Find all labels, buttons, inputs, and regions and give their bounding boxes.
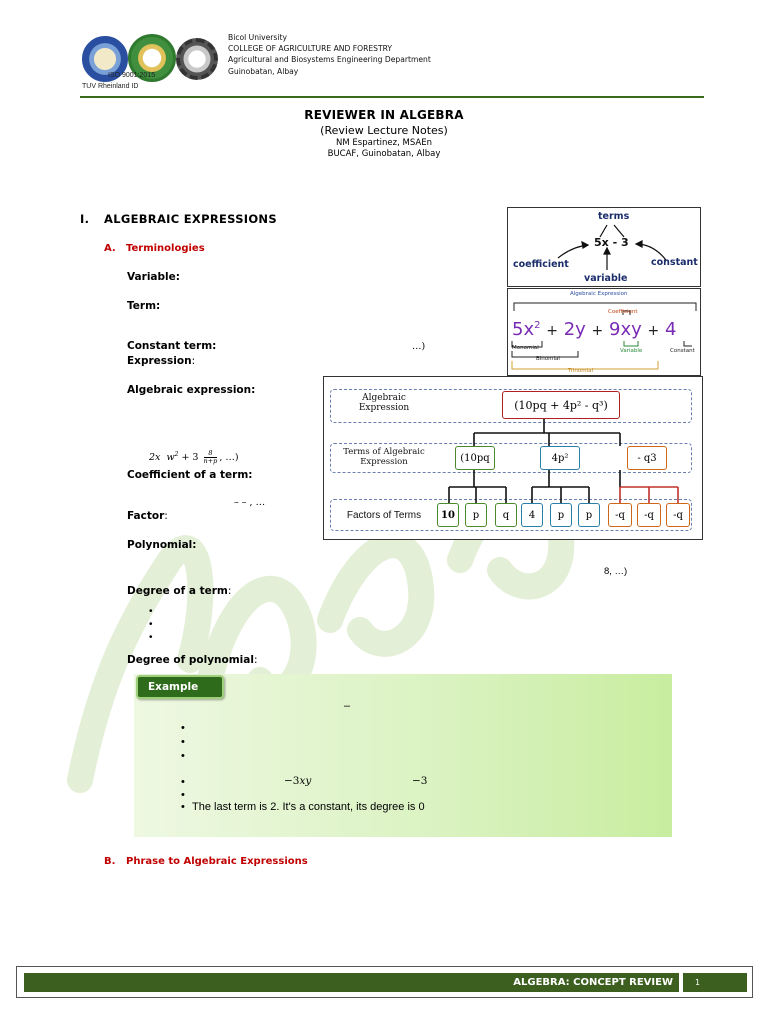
example-bullet-1: • (181, 722, 185, 734)
example-fragment-minus3: −3 (412, 775, 428, 787)
page-subtitle: (Review Lecture Notes) (320, 124, 448, 137)
page-number: 1 (683, 973, 747, 992)
department-name: Agricultural and Biosystems Engineering Department (228, 55, 431, 65)
terms-expression: 5x - 3 (594, 236, 629, 249)
terms-diagram (507, 207, 701, 287)
poly-plus-2: + (591, 323, 604, 339)
row2-label: Terms of Algebraic Expression (343, 447, 425, 467)
university-location: Guinobatan, Albay (228, 66, 299, 76)
example-tag: Example (136, 675, 224, 699)
expression-box: (10pq + 4p² - q³) (502, 391, 620, 419)
college-name: COLLEGE OF AGRICULTURE AND FORESTRY (228, 44, 393, 54)
term-algebraic-expression: Algebraic expression: (127, 384, 256, 396)
tuv-label: TUV Rheinland ID (82, 83, 139, 90)
example-fragment-3xy (284, 775, 311, 787)
expression-colon: : (191, 355, 196, 367)
poly-term-1-exp: 2 (534, 320, 541, 331)
factor-box-8: -q (637, 503, 661, 527)
poly-plus-3: + (647, 323, 660, 339)
coefficient-fragment: – – , … (234, 497, 266, 508)
subsection-b-title: Phrase to Algebraic Expressions (126, 856, 308, 867)
university-name: Bicol University (228, 33, 287, 42)
subsection-phrases (104, 856, 308, 867)
footer-title: ALGEBRA: CONCEPT REVIEW (513, 977, 673, 988)
factor-box-7: -q (608, 503, 632, 527)
factor-box-6: p (578, 503, 600, 527)
degree-bullet-3: • (149, 632, 153, 643)
trinomial-label: Trinomial (568, 368, 593, 374)
term-coefficient: Coefficient of a term: (127, 469, 253, 481)
expression-tree-diagram (323, 376, 703, 540)
engineering-gear-seal (176, 38, 218, 80)
factor-box-2: p (465, 503, 487, 527)
subsection-terminologies (104, 243, 205, 254)
constant-label: constant (651, 257, 698, 268)
degree-term-label: Degree of a term (127, 585, 228, 597)
poly-variable-label: Variable (620, 348, 643, 354)
constant-fragment: …) (412, 341, 426, 352)
frag-2x: 2x (149, 452, 161, 463)
degree-bullet-2: • (149, 619, 153, 630)
poly-term-1: 5x (512, 319, 535, 340)
row3-label: Factors of Terms (346, 510, 422, 521)
factor-box-3: q (495, 503, 517, 527)
frag-fraction-den: n+p (203, 457, 218, 465)
poly-header: Algebraic Expression (570, 291, 628, 297)
frag-w: w (166, 452, 175, 463)
poly-term-2: 2y (563, 319, 586, 340)
frag-fraction-num: 8 (204, 450, 218, 458)
expression-label: Expression (127, 355, 192, 367)
algebraic-example-fragment (149, 450, 239, 465)
example-last-line: The last term is 2. It's a constant, its degree is 0 (192, 801, 425, 813)
degree-poly-label: Degree of polynomial (127, 654, 254, 666)
factor-box-1: 10 (437, 503, 459, 527)
section-title: ALGEBRAIC EXPRESSIONS (104, 212, 277, 226)
term-polynomial: Polynomial: (127, 539, 197, 551)
section-heading (80, 212, 277, 226)
iso-label: ISO 9001:2015 (108, 72, 156, 79)
degree-term-colon: : (227, 585, 232, 597)
term-variable: Variable: (127, 271, 180, 283)
degree-poly-colon: : (253, 654, 258, 666)
subsection-title: Terminologies (126, 243, 205, 254)
fragment-vars: xy (299, 775, 312, 787)
poly-coefficient-label: Coefficient (608, 309, 638, 315)
factor-label: Factor (127, 510, 165, 522)
poly-plus-1: + (546, 323, 558, 339)
example-bullet-3: • (181, 750, 185, 762)
example-bullet-4: • (181, 776, 185, 788)
factor-colon: : (164, 510, 168, 522)
frag-w-exponent: 2 (174, 450, 179, 458)
term-factor (127, 510, 168, 522)
term-degree-of-polynomial (127, 654, 258, 666)
poly-term-3: 9xy (609, 319, 642, 340)
subsection-number: A. (104, 243, 116, 254)
term-degree-of-term (127, 585, 231, 597)
fragment-coef: −3 (284, 775, 300, 787)
factor-box-4: 4 (521, 503, 543, 527)
coefficient-label: coefficient (513, 259, 569, 270)
term-constant: Constant term: (127, 340, 217, 352)
frag-plus3: + 3 (181, 452, 199, 463)
example-bullet-2: • (181, 736, 185, 748)
frag-fraction (204, 450, 218, 465)
author-name: NM Espartinez, MSAEn (336, 138, 432, 148)
poly-constant-label: Constant (670, 348, 695, 354)
polynomial-fragment: 8, …) (604, 566, 628, 577)
binomial-label: Binomial (536, 356, 560, 362)
terms-label: terms (598, 211, 630, 222)
example-bullet-5: • (181, 789, 185, 801)
term-box-1: (10pq (455, 446, 495, 470)
monomial-label: Monomial (512, 345, 539, 351)
example-bullet-6: • (181, 801, 185, 813)
poly-term-4: 4 (664, 319, 677, 340)
title-block (0, 108, 768, 159)
variable-label: variable (584, 273, 628, 284)
university-block (228, 32, 431, 77)
polynomial-diagram (507, 288, 701, 376)
section-number: I. (80, 212, 90, 226)
degree-bullet-1: • (149, 606, 153, 617)
row1-label: Algebraic Expression (358, 393, 410, 413)
example-dash: – (344, 700, 351, 712)
author-affiliation: BUCAF, Guinobatan, Albay (327, 149, 441, 159)
factor-box-5: p (550, 503, 572, 527)
term-term: Term: (127, 300, 161, 312)
term-box-2: 4p² (540, 446, 580, 470)
factor-box-9: -q (666, 503, 690, 527)
subsection-b-number: B. (104, 856, 116, 867)
frag-tail: , …) (219, 452, 239, 463)
poly-expression (512, 319, 676, 340)
page-title: REVIEWER IN ALGEBRA (304, 108, 464, 122)
term-box-3: - q3 (627, 446, 667, 470)
header-divider (80, 96, 704, 98)
term-expression (127, 355, 195, 367)
